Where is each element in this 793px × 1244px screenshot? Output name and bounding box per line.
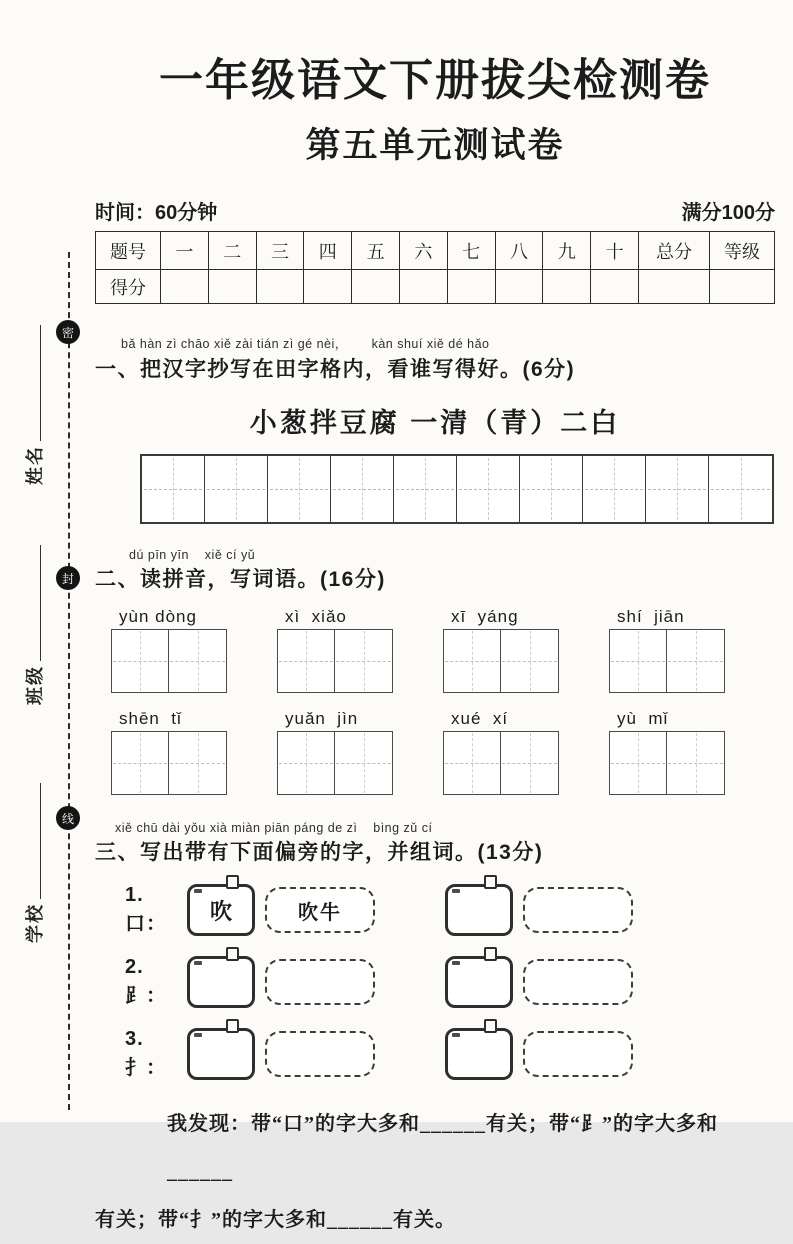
section-2-pinyin: dú pīn yīn xiě cí yǔ — [129, 548, 256, 562]
paper-content — [95, 0, 775, 1244]
tianzige-cell — [457, 456, 520, 522]
score-cell — [543, 270, 591, 304]
writing-cell — [112, 732, 169, 794]
score-cell — [495, 270, 543, 304]
name-label-text: 姓名 — [25, 445, 45, 485]
seal-badge-feng — [56, 566, 80, 590]
word-writing-box — [609, 731, 725, 795]
score-cell — [161, 270, 209, 304]
section-3-stem: 三、写出带有下面偏旁的字，并组词。(13分) — [95, 841, 544, 864]
section-2 — [95, 548, 775, 795]
radical-row-shou — [125, 1028, 775, 1080]
score-cell — [352, 270, 400, 304]
score-cell — [208, 270, 256, 304]
page-title: 一年级语文下册拔尖检测卷 — [159, 56, 711, 105]
pinyin-word-item — [277, 607, 443, 693]
header-cell-1: 一 — [161, 232, 209, 270]
word-bubble-box — [265, 887, 375, 933]
radical-label: 1. 口： — [125, 884, 167, 935]
header-cell-4: 四 — [304, 232, 352, 270]
writing-cell — [335, 630, 392, 692]
word-writing-box — [111, 731, 227, 795]
word-writing-box — [111, 629, 227, 693]
writing-cell — [278, 732, 335, 794]
header-cell-2: 二 — [208, 232, 256, 270]
character-board-box — [187, 884, 255, 936]
character-board-box — [445, 956, 513, 1008]
pinyin-word-item — [443, 709, 609, 795]
tianzige-cell — [142, 456, 205, 522]
writing-cell — [169, 732, 226, 794]
section-3-pinyin: xiě chū dài yǒu xià miàn piān páng de zì bìng zǔ cí — [115, 821, 433, 835]
writing-cell — [610, 630, 667, 692]
score-row-label: 得分 — [96, 270, 161, 304]
discovery-line-2: 有关；带“扌”的字大多和______有关。 — [95, 1209, 456, 1231]
section-2-stem: 二、读拼音，写词语。(16分) — [95, 568, 386, 591]
score-table — [95, 231, 775, 304]
score-cell — [304, 270, 352, 304]
writing-cell — [335, 732, 392, 794]
character-board-box — [445, 1028, 513, 1080]
word-writing-box — [277, 629, 393, 693]
seal-dashed-line — [68, 252, 70, 1110]
tianzige-cell — [583, 456, 646, 522]
word-bubble-box — [523, 1031, 633, 1077]
character-board-box — [187, 956, 255, 1008]
tianzige-cell — [646, 456, 709, 522]
word-bubble-box — [523, 959, 633, 1005]
seal-badge-mi — [56, 320, 80, 344]
seal-badge-xian — [56, 806, 80, 830]
score-table-score-row — [96, 270, 775, 304]
word-bubble-box — [265, 1031, 375, 1077]
radical-row-zu — [125, 956, 775, 1008]
exam-meta-row — [95, 196, 775, 225]
radical-label: 2. ⻊： — [125, 956, 167, 1007]
writing-cell — [501, 732, 558, 794]
student-name-label — [23, 325, 45, 485]
item-pinyin: yù mǐ — [617, 709, 669, 728]
pinyin-word-grid — [95, 607, 775, 795]
word-writing-box — [443, 629, 559, 693]
tianzige-cell — [709, 456, 772, 522]
student-school-label — [23, 783, 45, 943]
section-1-stem: 一、把汉字抄写在田字格内，看谁写得好。(6分) — [95, 358, 576, 381]
score-cell — [591, 270, 639, 304]
writing-cell — [667, 732, 724, 794]
word-bubble-box — [523, 887, 633, 933]
header-cell-6: 六 — [399, 232, 447, 270]
writing-cell — [278, 630, 335, 692]
item-pinyin: xī yáng — [451, 607, 519, 626]
pinyin-word-item — [609, 607, 775, 693]
header-cell-8: 八 — [495, 232, 543, 270]
item-pinyin: yuǎn jìn — [285, 709, 359, 728]
word-bubble-box — [265, 959, 375, 1005]
tianzige-cell — [520, 456, 583, 522]
school-label-text: 学校 — [25, 903, 45, 943]
score-cell-total — [639, 270, 710, 304]
word-writing-box — [443, 731, 559, 795]
header-cell-5: 五 — [352, 232, 400, 270]
score-cell — [399, 270, 447, 304]
tianzige-cell — [205, 456, 268, 522]
score-table-header-row — [96, 232, 775, 270]
header-cell-total: 总分 — [639, 232, 710, 270]
writing-cell — [610, 732, 667, 794]
score-cell-grade — [710, 270, 775, 304]
school-fill-line — [27, 783, 41, 899]
class-fill-line — [27, 545, 41, 661]
section-3 — [95, 821, 775, 1244]
copy-practice-text: 小葱拌豆腐 一清（青）二白 — [249, 408, 621, 438]
score-cell — [256, 270, 304, 304]
page-subtitle: 第五单元测试卷 — [305, 126, 565, 165]
radical-row-kou — [125, 884, 775, 936]
pinyin-word-item — [111, 607, 277, 693]
section-1-pinyin: bǎ hàn zì chāo xiě zài tián zì gé nèi， kàn shuí xiě dé hǎo — [121, 337, 490, 351]
tianzige-cell — [394, 456, 457, 522]
pinyin-word-item — [277, 709, 443, 795]
time-limit-label: 时间：60分钟 — [95, 202, 218, 224]
section-1 — [95, 334, 775, 524]
item-pinyin: xué xí — [451, 709, 509, 728]
seal-char: 线 — [61, 811, 74, 826]
discovery-line-1: 我发现：带“口”的字大多和______有关；带“⻊”的字大多和______ — [167, 1113, 718, 1183]
pinyin-word-item — [609, 709, 775, 795]
header-cell-timu: 题号 — [96, 232, 161, 270]
tianzige-cell — [268, 456, 331, 522]
pinyin-word-item — [443, 607, 609, 693]
tianzige-cell — [331, 456, 394, 522]
header-cell-3: 三 — [256, 232, 304, 270]
tianzige-writing-grid — [140, 454, 774, 524]
full-score-label: 满分100分 — [681, 202, 775, 224]
writing-cell — [112, 630, 169, 692]
item-pinyin: yùn dòng — [119, 607, 197, 626]
pinyin-word-item — [111, 709, 277, 795]
writing-cell — [501, 630, 558, 692]
name-fill-line — [27, 325, 41, 441]
writing-cell — [667, 630, 724, 692]
header-cell-10: 十 — [591, 232, 639, 270]
header-cell-7: 七 — [447, 232, 495, 270]
class-label-text: 班级 — [25, 665, 45, 705]
radical-label: 3. 扌： — [125, 1028, 167, 1079]
character-board-box — [445, 884, 513, 936]
seal-char: 密 — [61, 325, 74, 340]
student-class-label — [23, 545, 45, 705]
discovery-fill-text — [95, 1100, 775, 1244]
bubble-word: 吹牛 — [298, 901, 342, 924]
item-pinyin: xì xiǎo — [285, 607, 347, 626]
writing-cell — [169, 630, 226, 692]
board-char: 吹 — [209, 898, 232, 924]
writing-cell — [444, 732, 501, 794]
word-writing-box — [277, 731, 393, 795]
word-writing-box — [609, 629, 725, 693]
character-board-box — [187, 1028, 255, 1080]
writing-cell — [444, 630, 501, 692]
header-cell-9: 九 — [543, 232, 591, 270]
score-cell — [447, 270, 495, 304]
header-cell-grade: 等级 — [710, 232, 775, 270]
item-pinyin: shēn tǐ — [119, 709, 182, 728]
item-pinyin: shí jiān — [617, 607, 685, 626]
seal-char: 封 — [61, 571, 74, 586]
